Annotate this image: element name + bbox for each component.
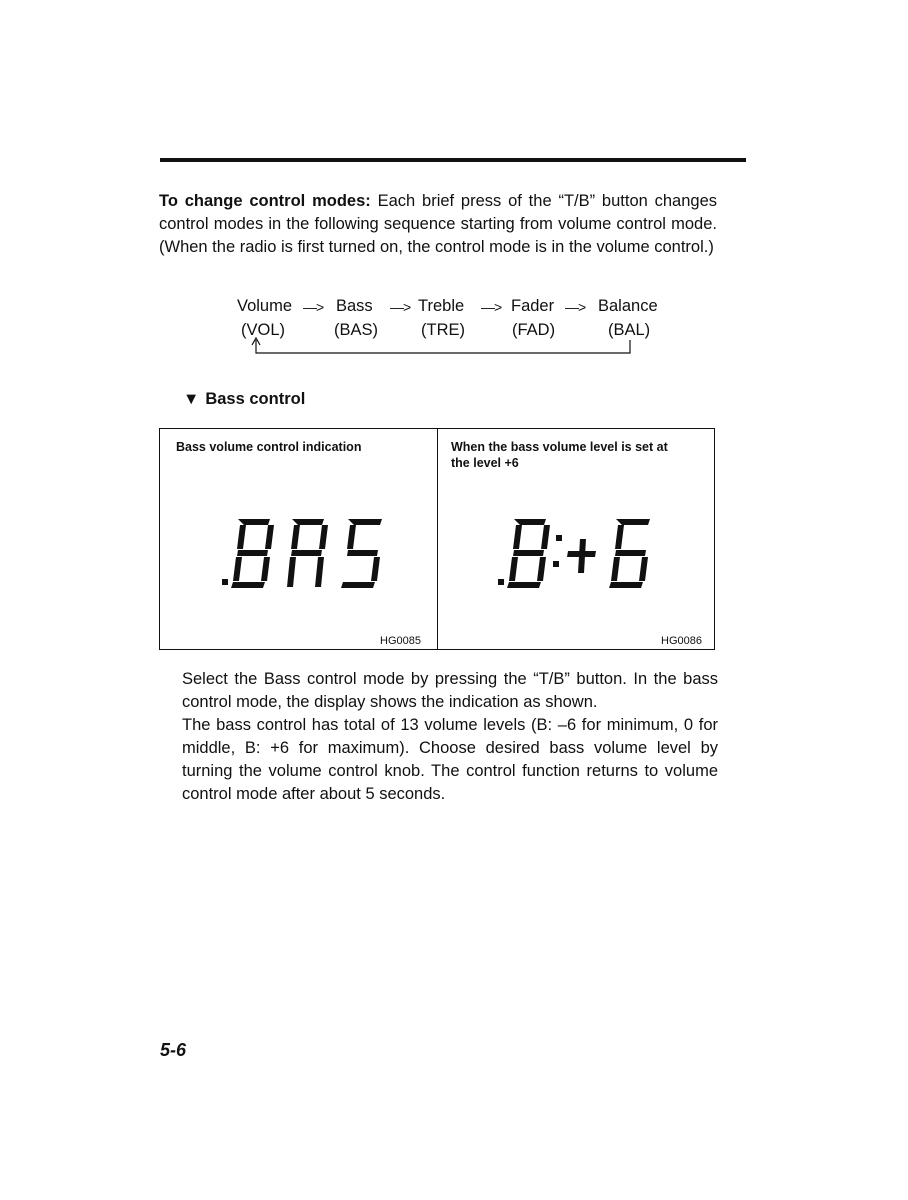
right-caption-line1: When the bass volume level is set at <box>451 440 668 454</box>
seq-volume: Volume <box>237 297 293 315</box>
intro-text: Each brief press of the “T/B” button changes control modes in the following sequence starting from volume control mode. (When the radio is first turned on, the control mode is in the volume control.) <box>159 192 718 256</box>
seq-bass: Bass <box>336 297 373 315</box>
seq-balance: Balance <box>598 297 658 315</box>
seq-abbr-bal: (BAL) <box>608 321 651 339</box>
right-figure-code: HG0086 <box>661 635 702 647</box>
left-caption: Bass volume control indication <box>176 440 362 454</box>
loop-back-arrow-icon <box>0 0 908 400</box>
seq-abbr-fad: (FAD) <box>512 321 556 339</box>
arrow-icon: —> <box>565 299 586 315</box>
intro-heading: To change control modes: <box>159 192 371 210</box>
arrow-icon: —> <box>390 299 411 315</box>
seq-abbr-tre: (TRE) <box>421 321 465 339</box>
lcd-display-bas <box>220 517 400 589</box>
body-paragraph-2: The bass control has total of 13 volume levels (B: –6 for minimum, 0 for middle, B: +6 for maximum). Choose desired bass volume level by turning the volume control knob. The control function returns to volume control mode after about 5 seconds. <box>182 716 718 803</box>
figure-panel <box>159 428 715 650</box>
seq-abbr-vol: (VOL) <box>241 321 286 339</box>
seq-abbr-bas: (BAS) <box>334 321 379 339</box>
arrow-icon: —> <box>481 299 502 315</box>
arrow-icon: —> <box>303 299 324 315</box>
body-text <box>182 668 718 806</box>
section-title: Bass control <box>205 390 306 408</box>
right-caption-line2: the level +6 <box>451 456 519 470</box>
seq-treble: Treble <box>418 297 465 315</box>
page-number: 5-6 <box>160 1040 187 1060</box>
figure-divider <box>437 429 438 649</box>
lcd-display-b-plus-6 <box>496 517 666 589</box>
left-figure-code: HG0085 <box>380 635 421 647</box>
seq-fader: Fader <box>511 297 555 315</box>
body-paragraph-1: Select the Bass control mode by pressing the “T/B” button. In the bass control mode, the display shows the indication as shown. <box>182 670 718 711</box>
triangle-marker-icon: ▼ <box>183 390 200 408</box>
section-heading <box>183 390 305 409</box>
